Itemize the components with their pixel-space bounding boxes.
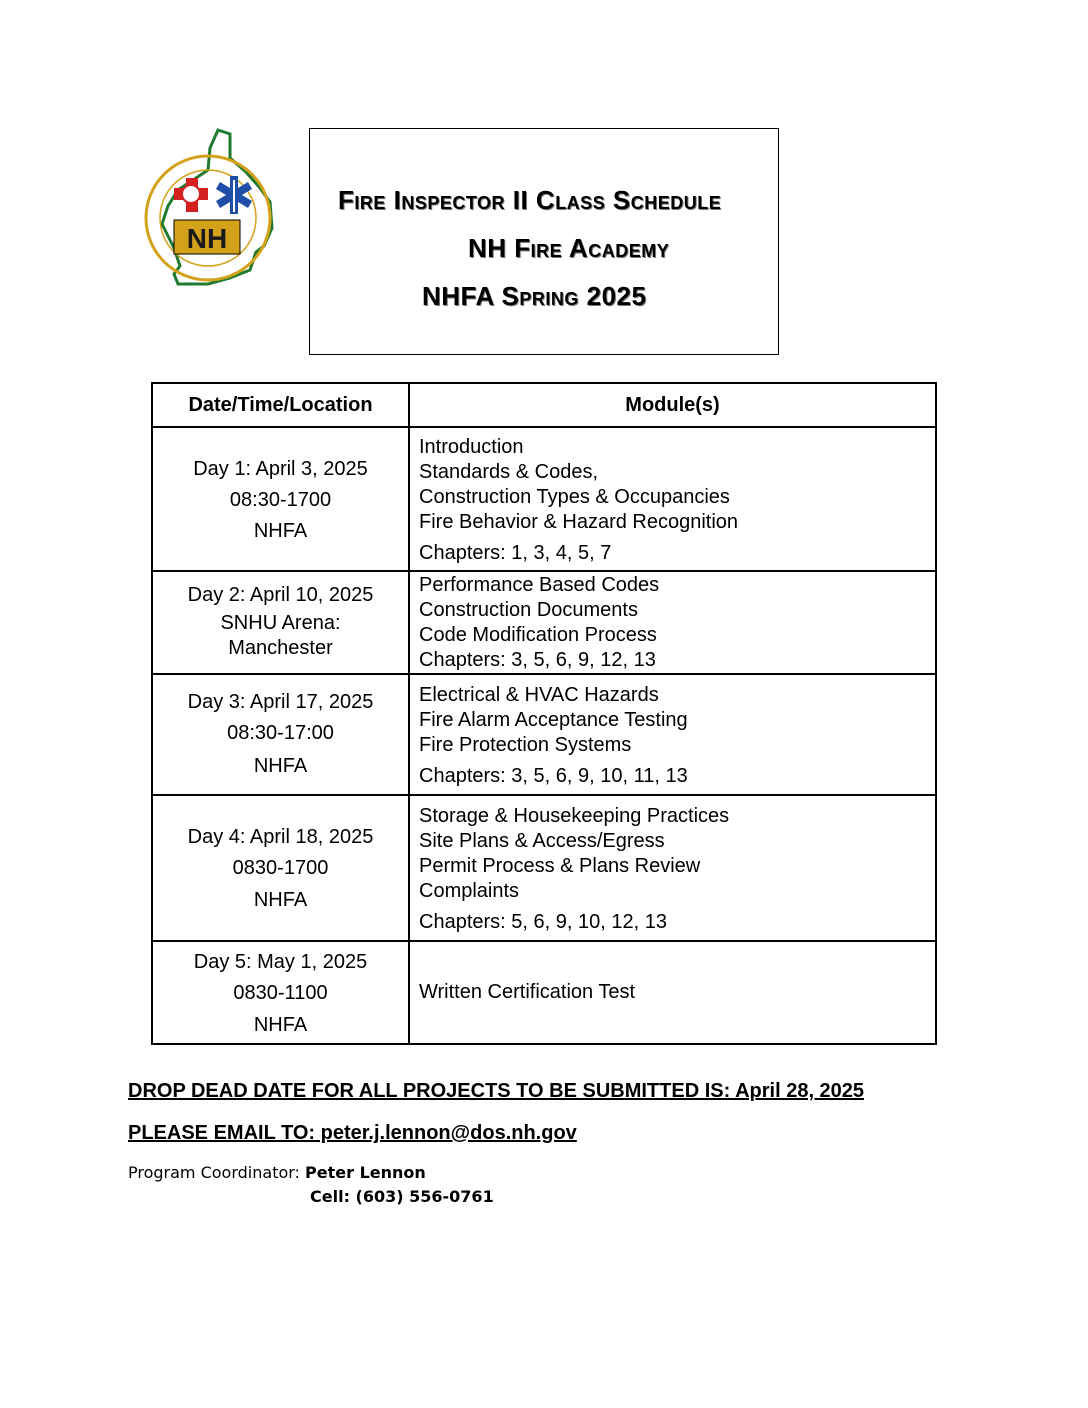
location-line: NHFA xyxy=(253,520,308,542)
module-item: Construction Documents xyxy=(419,599,638,621)
location-line: NHFA xyxy=(253,889,308,911)
coordinator-cell: Cell: (603) 556-0761 xyxy=(310,1187,494,1206)
location-line: SNHU Arena: xyxy=(220,612,341,634)
time-line: 0830-1700 xyxy=(232,857,329,879)
deadline-notice: DROP DEAD DATE FOR ALL PROJECTS TO BE SUBMITTED IS: April 28, 2025 xyxy=(128,1080,865,1102)
svg-text:NH: NH xyxy=(186,223,228,254)
module-item: Introduction xyxy=(419,436,524,458)
modules-cell xyxy=(409,795,936,941)
date-cell xyxy=(152,427,409,571)
term-label: NHFA Spring 2025 xyxy=(422,281,647,311)
table-row xyxy=(152,571,936,674)
module-item: Fire Behavior & Hazard Recognition xyxy=(419,511,739,533)
time-line: 08:30-1700 xyxy=(229,489,332,511)
modules-cell xyxy=(409,427,936,571)
chapters-line: Chapters: 5, 6, 9, 10, 12, 13 xyxy=(419,911,667,933)
header-date-time-location: Date/Time/Location xyxy=(152,383,409,427)
header-modules: Module(s) xyxy=(409,383,936,427)
email-notice: PLEASE EMAIL TO: peter.j.lennon@dos.nh.gov xyxy=(128,1122,577,1144)
table-header-row xyxy=(152,383,936,427)
time-line: 08:30-17:00 xyxy=(227,722,334,744)
time-line: 0830-1100 xyxy=(233,982,328,1004)
module-item: Construction Types & Occupancies xyxy=(419,486,730,508)
module-item: Fire Alarm Acceptance Testing xyxy=(419,709,688,731)
coordinator-name: Peter Lennon xyxy=(305,1163,426,1182)
date-cell xyxy=(152,941,409,1044)
module-item: Code Modification Process xyxy=(419,624,657,646)
location-line: NHFA xyxy=(253,755,308,777)
date-cell xyxy=(152,795,409,941)
chapters-line: Chapters: 3, 5, 6, 9, 12, 13 xyxy=(419,649,656,671)
module-item: Electrical & HVAC Hazards xyxy=(419,684,659,706)
module-item: Fire Protection Systems xyxy=(419,734,632,756)
date-line: Day 1: April 3, 2025 xyxy=(193,458,368,480)
table-row xyxy=(152,674,936,795)
document-title: Fire Inspector II Class Schedule xyxy=(338,185,722,215)
date-line: Day 2: April 10, 2025 xyxy=(187,584,374,606)
modules-cell xyxy=(409,674,936,795)
chapters-line: Chapters: 3, 5, 6, 9, 10, 11, 13 xyxy=(419,765,688,787)
table-row xyxy=(152,427,936,571)
module-item: Storage & Housekeeping Practices xyxy=(419,805,730,827)
module-item: Performance Based Codes xyxy=(419,574,660,596)
schedule-table xyxy=(151,382,937,1045)
date-line: Day 4: April 18, 2025 xyxy=(187,826,374,848)
module-item: Site Plans & Access/Egress xyxy=(419,830,665,852)
title-box xyxy=(309,128,779,355)
module-item: Written Certification Test xyxy=(419,981,636,1003)
modules-cell xyxy=(409,571,936,674)
nh-fire-academy-logo xyxy=(138,128,278,288)
date-line: Day 5: May 1, 2025 xyxy=(193,951,368,973)
coordinator-label: Program Coordinator: xyxy=(128,1163,306,1182)
module-item: Standards & Codes, xyxy=(419,461,598,483)
chapters-line: Chapters: 1, 3, 4, 5, 7 xyxy=(419,542,612,564)
date-cell xyxy=(152,571,409,674)
modules-cell xyxy=(409,941,936,1044)
table-row xyxy=(152,941,936,1044)
module-item: Permit Process & Plans Review xyxy=(419,855,701,877)
date-cell xyxy=(152,674,409,795)
module-item: Complaints xyxy=(419,880,520,902)
academy-name: NH Fire Academy xyxy=(468,233,670,263)
program-coordinator xyxy=(128,1163,426,1182)
location-line: Manchester xyxy=(228,637,333,659)
location-line: NHFA xyxy=(253,1014,308,1036)
date-line: Day 3: April 17, 2025 xyxy=(187,691,374,713)
table-row xyxy=(152,795,936,941)
